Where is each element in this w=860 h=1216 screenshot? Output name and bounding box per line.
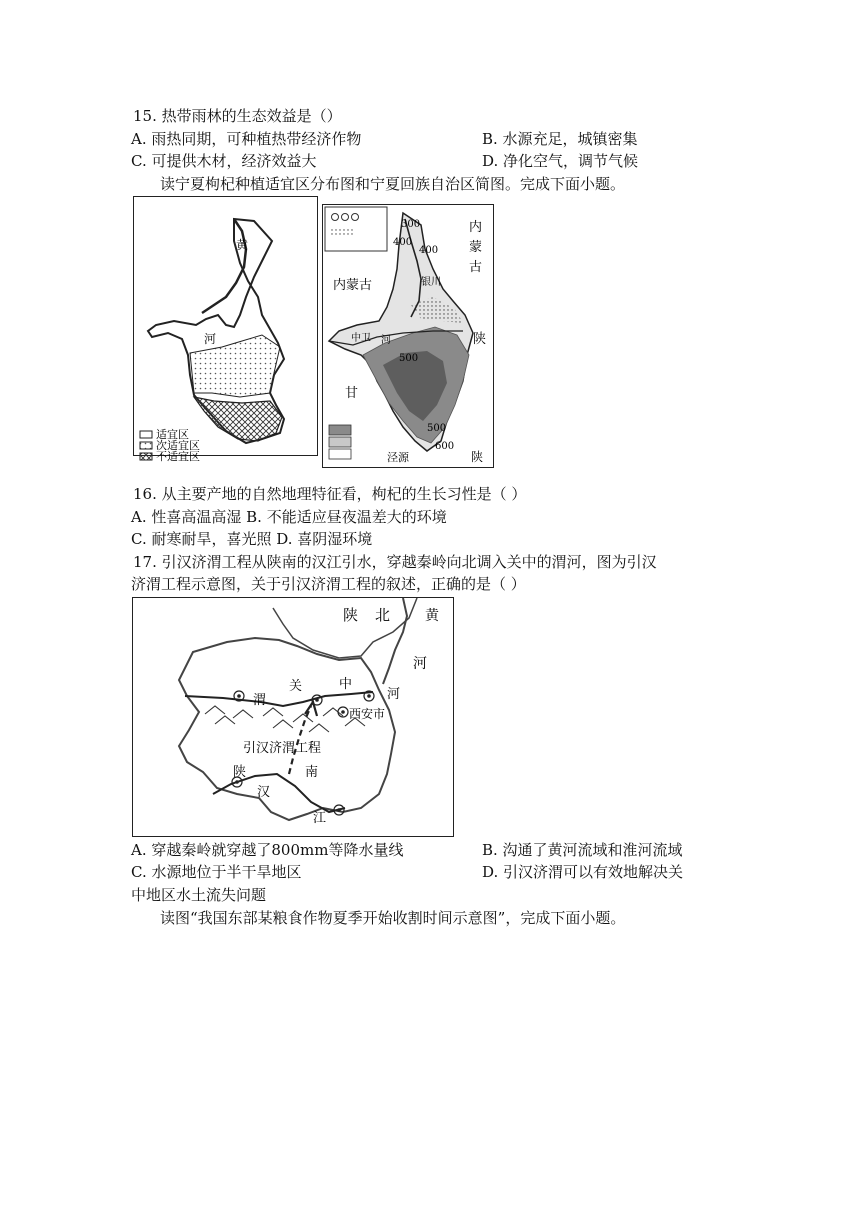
contour-500-b: 500 (427, 423, 447, 434)
project-label: 引汉济渭工程 (243, 741, 322, 756)
q17-stem-line2: 济渭工程示意图，关于引汉济渭工程的叙述，正确的是（ ） (131, 575, 526, 593)
q17-option-b: B. 沟通了黄河流域和淮河流域 (482, 841, 683, 859)
zhongwei-label: 中卫 (351, 333, 371, 344)
he-label-right: 河 (381, 335, 391, 346)
q17-stem-line1: 17. 引汉济渭工程从陕南的汉江引水，穿越秦岭向北调入关中的渭河，图为引汉 (133, 553, 657, 571)
shannan-label-1: 陕 (233, 765, 247, 780)
hanjiang-label-2: 江 (313, 811, 327, 826)
neimenggu-left: 内蒙古 (333, 278, 373, 293)
intro-last: 读图“我国东部某粮食作物夏季开始收割时间示意图”，完成下面小题。 (160, 909, 626, 927)
contour-400-a: 400 (393, 237, 413, 248)
q17-option-a: A. 穿越秦岭就穿越了800mm等降水量线 (131, 841, 404, 859)
legend-suitable: 适宜区 (156, 428, 189, 441)
ningxia-sketch-map (322, 204, 494, 468)
shan-right-1: 陕 (473, 332, 487, 347)
q15-option-b: B. 水源充足，城镇密集 (482, 130, 638, 148)
q17-option-d: D. 引汉济渭可以有效地解决关 (482, 863, 684, 881)
guanzhong-label-1: 关 (289, 679, 303, 694)
legend-sub-suitable: 次适宜区 (156, 439, 200, 452)
xian-label: 西安市 (349, 707, 386, 721)
guanzhong-label-2: 中 (339, 677, 353, 692)
huanghe-label-1: 黄 (425, 608, 439, 624)
goji-suitability-map (133, 196, 318, 463)
intro-ningxia: 读宁夏枸杞种植适宜区分布图和宁夏回族自治区简图。完成下面小题。 (160, 175, 626, 193)
contour-300: 300 (401, 219, 421, 230)
neimenggu-right-2: 蒙 (469, 240, 483, 255)
q17-option-d-continuation: 中地区水土流失问题 (131, 886, 267, 904)
q17-option-c: C. 水源地位于半干旱地区 (131, 863, 302, 881)
q15-option-a: A. 雨热同期，可种植热带经济作物 (131, 130, 362, 148)
ningxia-sketch-map-drawing (323, 205, 493, 467)
goji-suitability-map-drawing (134, 197, 317, 463)
neimenggu-right-3: 古 (469, 260, 483, 275)
contour-400-b: 400 (419, 245, 439, 256)
shan-right-2: 陕 (471, 450, 484, 464)
q16-stem: 16. 从主要产地的自然地理特征看，枸杞的生长习性是（ ） (133, 485, 527, 503)
huang-label-left: 黄 (236, 238, 249, 252)
huanghe-label-2: 河 (413, 656, 427, 672)
he-label-left: 河 (204, 332, 217, 346)
contour-500-a: 500 (399, 353, 419, 364)
contour-600: 600 (435, 441, 455, 452)
weihe-he-label: 河 (387, 687, 401, 702)
hanjiang-weihe-project-map (132, 597, 454, 837)
neimenggu-right-1: 内 (469, 220, 483, 235)
shanbei-label-2: 北 (375, 606, 391, 624)
jingyuan-label: 泾源 (387, 451, 409, 464)
gan-label: 甘 (345, 386, 359, 401)
weihe-label: 渭 (253, 693, 267, 708)
hanjiang-weihe-project-map-drawing (133, 598, 453, 836)
shannan-label-2: 南 (305, 765, 319, 780)
q16-options-cd: C. 耐寒耐旱，喜光照 D. 喜阴湿环境 (131, 530, 373, 548)
q16-options-ab: A. 性喜高温高湿 B. 不能适应昼夜温差大的环境 (131, 508, 447, 526)
legend-unsuitable: 不适宜区 (156, 450, 200, 463)
q15-stem: 15. 热带雨林的生态效益是（） (133, 107, 342, 125)
q15-option-d: D. 净化空气，调节气候 (482, 152, 639, 170)
shanbei-label-1: 陕 (343, 606, 359, 624)
hanjiang-label-1: 汉 (257, 785, 271, 800)
q15-option-c: C. 可提供木材，经济效益大 (131, 152, 317, 170)
yinchuan-label: 银川 (421, 277, 441, 288)
